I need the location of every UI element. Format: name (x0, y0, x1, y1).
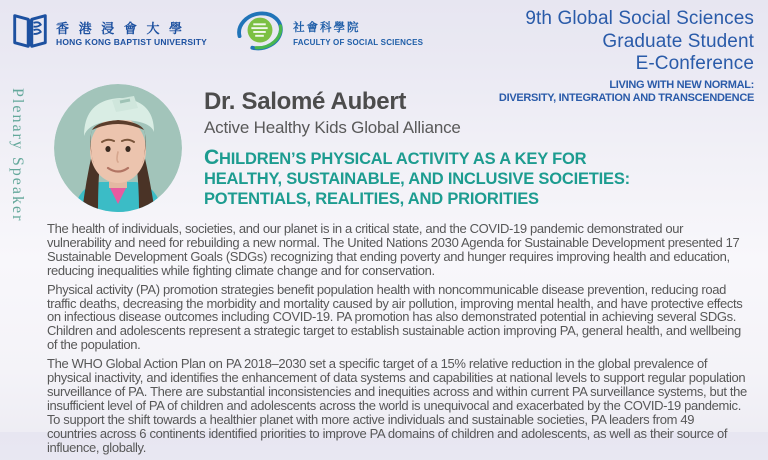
abstract-paragraph: The health of individuals, societies, and our planet is in a critical state, and the COVID-19 pandemic demonstrated our vulnerability and need for rebuilding a new normal. The United Nations 2030 Agenda for Sustainable Development presented 17 Sustainable Development Goals (SDGs) recognizing that ending poverty and hunger requires improving health and education, reducing inequalities while fighting climate change and for conservation. (47, 221, 740, 278)
conference-title-line: Graduate Student (602, 30, 754, 52)
conference-title-line: E-Conference (635, 53, 754, 74)
abstract (47, 222, 747, 460)
hkbu-logo (12, 12, 207, 55)
conference-theme-line: DIVERSITY, INTEGRATION AND TRANSCENDENCE (498, 91, 754, 104)
plenary-speaker-label: Plenary Speaker (9, 88, 26, 223)
speaker-affiliation: Active Healthy Kids Global Alliance (204, 118, 461, 137)
speaker-name: Dr. Salomé Aubert (204, 88, 407, 115)
faculty-globe-icon (235, 8, 285, 59)
abstract-paragraph: Physical activity (PA) promotion strategies benefit population health with noncommunicable disease prevention, reducing road traffic deaths, decreasing the morbidity and mortality caused by air pollution, improving mental health, and have protective effects on infectious disease outcomes including COVID-19. PA promotion has also demonstrated potential in achieving several SDGs. Children and adolescents represent a strategic target to establish sustainable action improving PA, general health, and wellbeing of the population. (47, 281, 743, 353)
faculty-name-en: FACULTY OF SOCIAL SCIENCES (293, 37, 424, 47)
speaker-block (204, 88, 752, 209)
abstract-paragraph: The WHO Global Action Plan on PA 2018–2030 set a specific target of a 15% relative reduction in the global prevalence of physical inactivity, and identifies the enhancement of data systems and capabilities at national levels to support regular population surveillance of PA. There are substantial inconsistencies and inequities across and within current PA surveillance systems, but the insufficient level of PA of children and adolescents across the world is unequivocal and exacerbated by the COVID-19 pandemic. To support the shift towards a healthier planet with more active individuals and sustainable societies, PA leaders from 49 countries across 6 continents identified priorities to improve PA domains of children and adolescents, as well as their source of influence, globally. (47, 356, 747, 455)
speaker-photo (54, 84, 182, 212)
faculty-logo (235, 8, 423, 59)
talk-title-line: CHILDREN’S PHYSICAL ACTIVITY AS A KEY FOR (204, 146, 587, 169)
faculty-name-zh: 社會科學院 (293, 21, 361, 34)
talk-title-line: POTENTIALS, REALITIES, AND PRIORITIES (204, 190, 539, 208)
hkbu-name-zh: 香 港 浸 會 大 學 (56, 20, 186, 36)
conference-theme-line: LIVING WITH NEW NORMAL: (609, 78, 754, 91)
hkbu-book-icon (12, 12, 48, 55)
header-logos (12, 8, 423, 59)
conference-title-line: 9th Global Social Sciences (525, 8, 754, 29)
talk-title (204, 148, 752, 209)
talk-title-line: HEALTHY, SUSTAINABLE, AND INCLUSIVE SOCIETIES: (204, 170, 630, 188)
hkbu-name-en: HONG KONG BAPTIST UNIVERSITY (56, 36, 208, 47)
